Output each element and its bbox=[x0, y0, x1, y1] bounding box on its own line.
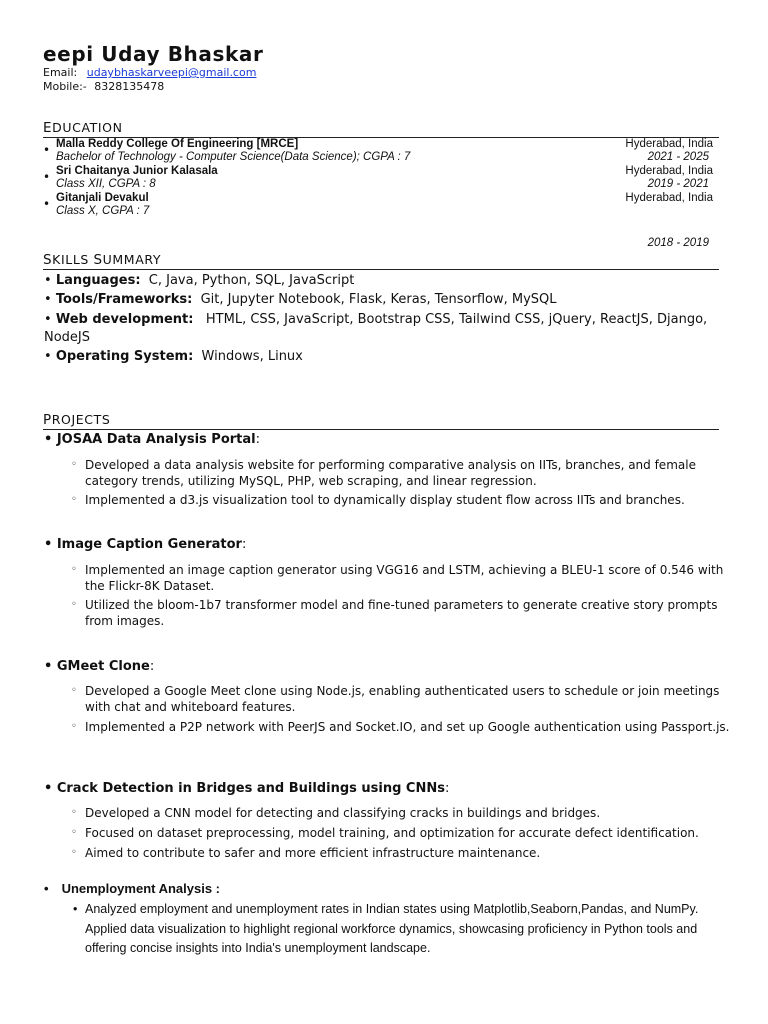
project-title: • JOSAA Data Analysis Portal: bbox=[44, 432, 260, 447]
location: Hyderabad, India bbox=[625, 165, 713, 177]
project-title: • GMeet Clone: bbox=[44, 659, 155, 674]
project-title: • Crack Detection in Bridges and Buildings using CNNs: bbox=[44, 781, 450, 796]
location: Hyderabad, India bbox=[625, 192, 713, 204]
years: 2019 - 2021 bbox=[647, 178, 709, 190]
education-entry: • Sri Chaitanya Junior Kalasala Class XII, CGPA : 8 Hyderabad, India 2019 - 2021 bbox=[43, 165, 713, 190]
degree: Class XII, CGPA : 8 bbox=[56, 178, 156, 190]
mobile-label: Mobile:- bbox=[43, 80, 87, 93]
project-point: ◦ Focused on dataset preprocessing, model training, and optimization for accurate defect identification. bbox=[71, 826, 699, 840]
mobile-number: 8328135478 bbox=[94, 80, 165, 93]
location: Hyderabad, India bbox=[625, 138, 713, 150]
skill-item: • Operating System: Windows, Linux bbox=[44, 349, 303, 364]
degree: Bachelor of Technology - Computer Science(Data Science); CGPA : 7 bbox=[56, 151, 411, 163]
degree: Class X, CGPA : 7 bbox=[56, 205, 150, 217]
skill-item: • Languages: C, Java, Python, SQL, JavaScript bbox=[44, 273, 355, 288]
resume-name: eepi Uday Bhaskar bbox=[43, 42, 264, 66]
project-point: ◦ Aimed to contribute to safer and more efficient infrastructure maintenance. bbox=[71, 846, 541, 860]
institution: Sri Chaitanya Junior Kalasala bbox=[56, 165, 218, 177]
email-line bbox=[43, 66, 256, 79]
project-point: ◦ Developed a data analysis website for performing comparative analysis on IITs, branches, and female category trends, utilizing MySQL, PHP, web scraping, and linear regression. bbox=[71, 458, 696, 488]
institution: Gitanjali Devakul bbox=[56, 192, 149, 204]
project-point: ◦ Implemented a P2P network with PeerJS and Socket.IO, and set up Google authentication using Passport.js. bbox=[71, 720, 730, 734]
email-link[interactable]: udaybhaskarveepi@gmail.com bbox=[86, 66, 257, 79]
projects-heading: PROJECTS bbox=[43, 412, 719, 430]
years: 2018 - 2019 bbox=[647, 237, 709, 249]
project-point: ◦ Developed a CNN model for detecting and classifying cracks in buildings and bridges. bbox=[71, 806, 601, 820]
education-heading: EDUCATION bbox=[43, 120, 719, 138]
project-title: • Unemployment Analysis : bbox=[44, 881, 221, 896]
skill-item: • Tools/Frameworks: Git, Jupyter Notebook, Flask, Keras, Tensorflow, MySQL bbox=[44, 292, 557, 307]
skills-heading: SKILLS SUMMARY bbox=[43, 252, 719, 270]
education-entry: • Gitanjali Devakul Class X, CGPA : 7 Hyderabad, India bbox=[43, 192, 713, 217]
project-title: • Image Caption Generator: bbox=[44, 537, 247, 552]
project-point: ◦ Implemented a d3.js visualization tool to dynamically display student flow across IITs and branches. bbox=[71, 493, 685, 507]
education-entry: • Malla Reddy College Of Engineering [MRCE] Bachelor of Technology - Computer Science(Data Science); CGPA : 7 Hyderabad, India 2021 - 2025 bbox=[43, 138, 713, 163]
project-point: ◦ Implemented an image caption generator using VGG16 and LSTM, achieving a BLEU-1 score of 0.546 with the Flickr-8K Dataset. bbox=[71, 563, 724, 593]
skill-item: • Web development: HTML, CSS, JavaScript, Bootstrap CSS, Tailwind CSS, jQuery, ReactJS, Django, NodeJS bbox=[44, 312, 708, 345]
project-point: ◦ Developed a Google Meet clone using Node.js, enabling authenticated users to schedule or join meetings with chat and whiteboard features. bbox=[71, 684, 720, 714]
email-label: Email: bbox=[43, 66, 78, 79]
project-point: • Analyzed employment and unemployment rates in Indian states using Matplotlib,Seaborn,Pandas, and NumPy. Applied data visualization to highlight regional workforce dynamics, showcasing proficiency in Python tools and offering concise insights into India's unemployment landscape. bbox=[73, 902, 699, 955]
years: 2021 - 2025 bbox=[647, 151, 709, 163]
mobile-line bbox=[43, 80, 164, 93]
project-point: ◦ Utilized the bloom-1b7 transformer model and fine-tuned parameters to generate creative story prompts from images. bbox=[71, 598, 718, 628]
institution: Malla Reddy College Of Engineering [MRCE] bbox=[56, 138, 299, 150]
